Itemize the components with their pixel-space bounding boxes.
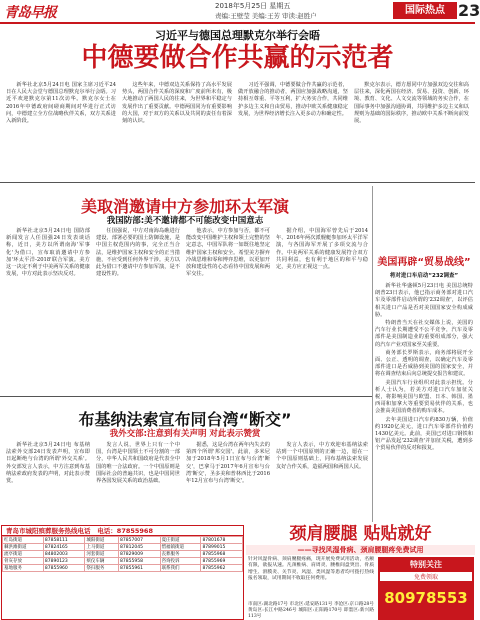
- story3-column: [96, 442, 180, 520]
- hotline-cell: 87857007: [119, 537, 161, 544]
- story2-column: [6, 228, 90, 390]
- hotline-cell: 87855968: [201, 551, 243, 558]
- story2-column: [186, 228, 270, 390]
- story4-box: [375, 257, 473, 532]
- story4-subheadline: 将对进口车启动“232调查”: [389, 273, 459, 279]
- page-number: 23: [458, 1, 480, 20]
- hotline-cell: 城阳街道: [85, 537, 119, 544]
- story4-paragraph: 美国汽车行业组织对此表示担忧。分析人士认为，若美方对进口汽车加征关税，将影响美国与欧盟、日本、韩国、墨西哥和加拿大等重要贸易伙伴的关系，也会推高美国消费者的购车成本。: [375, 379, 473, 415]
- story2-column: [96, 228, 180, 390]
- funeral-service-ad: [1, 525, 244, 620]
- hotline-cell: 棘洪滩街道: [3, 544, 44, 551]
- story3-column: [6, 442, 90, 520]
- story4-paragraph: 商务部长罗斯表示，商务部将展开全面、公正、透明的调查，以确定汽车及零部件进口是否威胁到美国的国家安全，并将在调查结束后向总统提交报告和建议。: [375, 349, 473, 378]
- ad-phone-number: 80978553: [384, 589, 468, 607]
- hotline-cell: 惜福镇街道: [160, 544, 201, 551]
- story3-headline: 布基纳法索宣布同台湾“断交”: [78, 410, 292, 429]
- story4-paragraph: 新华社华盛顿5月23日电 美国总统特朗普23日表示，他已指示商务部对进口汽车及零部件启动所谓的'232调查'，以评估相关进口产品是否对美国国家安全构成威胁。: [375, 283, 473, 318]
- story2-paragraph: 他表示，中方参加与否，都不可能改变中国维护主权和领土完整的坚定意志，中国军队将一如既往地坚定维护国家主权和安全。希望美方摒弃冷战思维和零和博弈思维，以更加开放和建设性的心态看待中国发展和两军交往。: [186, 228, 270, 278]
- story1-headline: 中德要做合作共赢的示范者: [81, 43, 394, 73]
- story1-kicker: 习近平与德国总理默克尔举行会晤: [155, 29, 320, 42]
- hotline-cell: 87855958: [119, 558, 161, 565]
- hotline-table: [2, 536, 243, 572]
- ad-phone-note: 免费领取: [380, 572, 472, 581]
- story1-column: [354, 82, 469, 178]
- story2-paragraph: 任国强说，中方对南海岛礁进行建设、部署必要的国土防御设施，是中国主权范围内的事，完全正当合法，是维护国家主权和安全的正当措施，不应受到任何外界干涉。美方以此为借口不邀请中方参加军演，是不建设性的。: [96, 228, 180, 278]
- hotline-cell: 流亭街道: [3, 551, 44, 558]
- story1-column: [6, 82, 116, 178]
- hotline-cell: 84802003: [43, 551, 85, 558]
- hotline-cell: 红岛街道: [3, 537, 44, 544]
- hotline-cell: 87855969: [201, 558, 243, 565]
- hotline-cell: 87812045: [119, 544, 161, 551]
- story3-paragraph: 发言人说，世界上只有一个中国，台湾是中国领土不可分割的一部分，中华人民共和国政府是代表全中国的唯一合法政府。一个中国原则是国际社会的普遍共识，也是中国同世界各国发展关系的政治基础。: [96, 442, 180, 485]
- hotline-cell: 87855960: [43, 565, 85, 572]
- hotline-cell: 咨询投诉: [160, 558, 201, 565]
- hotline-cell: 87858111: [43, 537, 85, 544]
- ad-left-phone: 电话：87855968: [97, 527, 153, 535]
- story1-paragraph: 习近平强调，中德要做合作共赢的示范者，做开放融合的推动者，两国应加强战略沟通，坚持相互尊重、平等互利，扩大务实合作，共同维护多边主义和自由贸易，推动中欧关系健康稳定发展，为世界经济增长注入更多动力和确定性。: [238, 82, 348, 117]
- story1-column: [122, 82, 232, 178]
- hotline-cell: 87829009: [119, 551, 161, 558]
- hotline-cell: 87824165: [43, 544, 85, 551]
- story3-paragraph: 发言人表示，中方欢迎布基纳法索站到一个中国原则的正确一边，愿在一个中国原则基础上，同布基纳法索发展友好合作关系，造福两国和两国人民。: [276, 442, 368, 470]
- hotline-cell: 87855961: [119, 565, 161, 572]
- story1-paragraph: 新华社北京5月24日电 国家主席习近平24日在人民大会堂与德国总理默克尔举行会晤。习近平欢迎默克尔第11次访华。默克尔女士在2016年中德政府间磋商期间对华进行正式访问，中德建立全方位战略伙伴关系，双方关系进入新阶段。: [6, 82, 116, 125]
- section-label: 国际热点: [393, 2, 457, 19]
- hotline-cell: 丧葬服务: [160, 551, 201, 558]
- hotline-cell: 上马街道: [85, 544, 119, 551]
- story3-paragraph: 据悉，这是台湾在两年内失去的第四个所谓'邦交国'。此前，多米尼加于2018年5月1日宣布与台湾'断交'，巴拿马于2017年6月宣布与台湾'断交'，圣多美和普林西比于2016年12月宣布与台湾'断交'。: [186, 442, 270, 485]
- hotline-cell: 骨灰存放: [3, 558, 44, 565]
- masthead: [0, 0, 480, 22]
- story2-headline: 美取消邀请中方参加环太军演: [80, 197, 289, 216]
- ad-left-title: [2, 526, 243, 536]
- hotline-row: [3, 558, 243, 565]
- story2-subheadline: 我国防部:美不邀请都不可能改变中国意志: [106, 216, 264, 226]
- ad-right-body: 针对风湿骨病、颈肩腰腿疼痛，现开展免费试用活动，名额有限，欲报从速。凡颈椎病、肩周炎、腰椎间盘突出、骨质增生、滑膜炎、关节炎、风湿、类风湿等患者均可拨打热线报名领取，试用期间不收取任何费用。: [248, 557, 374, 582]
- story3-column: [186, 442, 270, 520]
- story4-body: [375, 283, 473, 523]
- hotline-row: [3, 551, 243, 558]
- hotline-cell: 墓地服务: [3, 565, 44, 572]
- hotline-cell: 祭扫服务: [85, 565, 119, 572]
- story1-paragraph: 默克尔表示，德方愿同中方加强双边交往和高层往来，深化两国在经济、贸易、投资、创新、环境、教育、文化、人文交流等领域的务实合作，在国际事务中加强沟通协调，共同维护多边主义和以规则为基础的国际秩序，推动欧中关系不断向前发展。: [354, 82, 469, 125]
- hotline-cell: 87890123: [43, 558, 85, 565]
- hotline-cell: 87899015: [201, 544, 243, 551]
- ad-right-subtitle: ——寻找风湿骨病、颈肩腰腿疼免费试用: [246, 545, 475, 555]
- hotline-cell: 夏庄街道: [160, 537, 201, 544]
- newspaper-logo: 青岛早报: [4, 5, 56, 21]
- hotline-row: [3, 565, 243, 572]
- story1-column: [238, 82, 348, 178]
- story3-column: [276, 442, 368, 520]
- editors-line: 责编:王壁莹 美编:王芳 审读:赵胜户: [215, 12, 317, 20]
- column-divider: [372, 186, 373, 522]
- hotline-cell: 河套街道: [85, 551, 119, 558]
- hotline-cell: 87801678: [201, 537, 243, 544]
- issue-date: 2018年5月25日 星期五: [215, 2, 291, 10]
- hotline-row: [3, 544, 243, 551]
- story1-paragraph: 这些年来，中德双边关系保持了高水平发展势头，两国合作关系的深度和广度前所未有，极大地推动了两国人民的往来，为世界和平稳定与发展作出了重要贡献。中德两国同为有重要影响的大国，对于双方的关系以及共同的责任有着深刻的认识。: [122, 82, 232, 125]
- story3-paragraph: 新华社北京5月24日电 布基纳法索外交部24日发表声明，宣布即日起断绝与台湾的所谓'外交关系'。外交部发言人表示，中方注意到布基纳法索政府发表的声明，对此表示赞赏。: [6, 442, 90, 485]
- header-divider: [0, 22, 475, 24]
- hotline-cell: 87855962: [201, 565, 243, 572]
- ad-right-addresses: 市南区:湖北路17号 市北区:延安路131号 李沧区:京口路28号 黄岛区:长江中路246号 城阳区:正阳路170号 即墨区:新兴路113号: [248, 602, 374, 619]
- story2-paragraph: 新华社北京5月24日电 国防部新闻发言人任国强24日发表谈话称，近日，美方以所谓南海'军事化'为借口，宣布取消邀请中方参加'环太平洋-2018'联合军演。美方这一决定不利于中美两军关系的健康发展，中方对此表示坚决反对。: [6, 228, 90, 278]
- story2-paragraph: 据介绍，中国海军曾先后于2014年、2016年两次派舰艇参加环太平洋军演，与各国海军开展了多项交流与合作。中美两军关系的健康发展符合双方共同利益，也有利于地区的和平与稳定，美方应正视这一点。: [276, 228, 368, 271]
- hotline-cell: 联系我们: [160, 565, 201, 572]
- hotline-row: [3, 537, 243, 544]
- health-product-ad: [246, 523, 475, 620]
- ad-phone-label: 特别关注: [410, 560, 442, 569]
- story3-subheadline: 我外交部:注意到有关声明 对此表示赞赏: [109, 429, 261, 439]
- ad-phone-box: [378, 557, 474, 620]
- story2-column: [276, 228, 368, 390]
- ad-right-title: 颈肩腰腿 贴贴就好: [246, 523, 475, 545]
- divider: [0, 396, 372, 397]
- story4-headline: 美国再辟“贸易战线”: [377, 257, 471, 268]
- story4-paragraph: 特朗普当天在社交媒体上说，美国的汽车行业长期遭受不公平竞争，汽车及零部件是美国制造业的重要组成部分，强大的汽车产业对国家至关重要。: [375, 320, 473, 348]
- divider: [0, 182, 475, 183]
- story4-paragraph: 去年美国进口汽车约830万辆，价值约1920亿美元，进口汽车零部件价值约1430亿美元。此前，美国已对进口钢铁和铝产品发起'232调查'并加征关税，遭到多个贸易伙伴的反对和报复。: [375, 416, 473, 452]
- hotline-cell: 殡仪车辆: [85, 558, 119, 565]
- ad-left-title-text: 青岛市城阳殡葬服务热线电话: [6, 527, 91, 535]
